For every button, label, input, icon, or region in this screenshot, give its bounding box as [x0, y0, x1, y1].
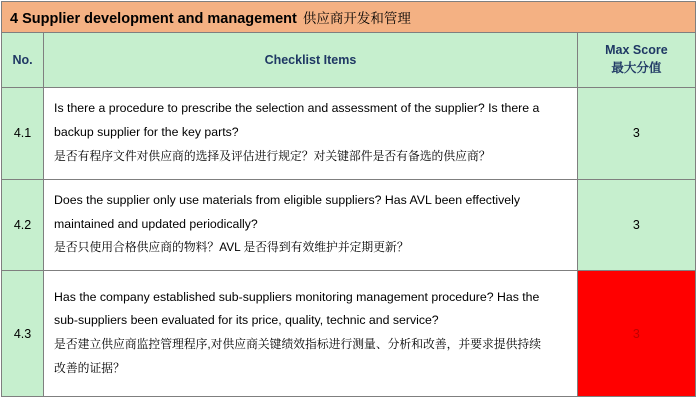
section-title-cn: 供应商开发和管理 — [302, 10, 411, 26]
row-number: 4.1 — [2, 88, 44, 180]
item-text-cn-line1: 是否建立供应商监控管理程序,对供应商关键绩效指标进行测量、分析和改善，并要求提供持续 — [54, 337, 541, 352]
supplier-checklist-table — [1, 1, 696, 397]
item-text-cn-line1: 是否有程序文件对供应商的选择及评估进行规定？对关键部件是否有备选的供应商？ — [54, 148, 491, 163]
item-text-en-line2: sub-suppliers been evaluated for its price, quality, technic and service? — [54, 313, 439, 328]
row-max-score: 3 — [577, 88, 695, 180]
row-number: 4.3 — [2, 271, 44, 397]
column-header-max-score — [577, 33, 695, 88]
row-max-score: 3 — [577, 179, 695, 271]
row-number: 4.2 — [2, 179, 44, 271]
row-checklist-item — [44, 271, 578, 397]
section-title-en: 4 Supplier development and management — [10, 10, 297, 27]
item-text-cn-line1: 是否只使用合格供应商的物料？AVL 是否得到有效维护并定期更新？ — [54, 240, 409, 255]
item-text-en-line2: backup supplier for the key parts? — [54, 124, 239, 139]
column-header-row — [2, 33, 696, 88]
table-row — [2, 271, 696, 397]
column-header-max-score-en: Max Score — [605, 43, 668, 58]
row-checklist-item — [44, 179, 578, 271]
item-text-en-line1: Is there a procedure to prescribe the selection and assessment of the supplier? Is there a — [54, 101, 540, 115]
row-checklist-item — [44, 88, 578, 180]
item-text-en-line1: Has the company established sub-suppliers monitoring management procedure? Has the — [54, 289, 540, 304]
section-header-cell — [2, 2, 696, 33]
column-header-no: No. — [2, 33, 44, 88]
column-header-max-score-cn: 最大分值 — [611, 61, 662, 76]
item-text-en-line2: maintained and updated periodically? — [54, 216, 258, 231]
column-header-checklist-items: Checklist Items — [44, 33, 578, 88]
item-text-cn-line2: 改善的证据？ — [54, 361, 125, 376]
table-row — [2, 88, 696, 180]
table-row — [2, 179, 696, 271]
item-text-en-line1: Does the supplier only use materials from eligible suppliers? Has AVL been effectively — [54, 192, 520, 207]
row-max-score-flagged: 3 — [577, 271, 695, 397]
section-header-row — [2, 2, 696, 33]
